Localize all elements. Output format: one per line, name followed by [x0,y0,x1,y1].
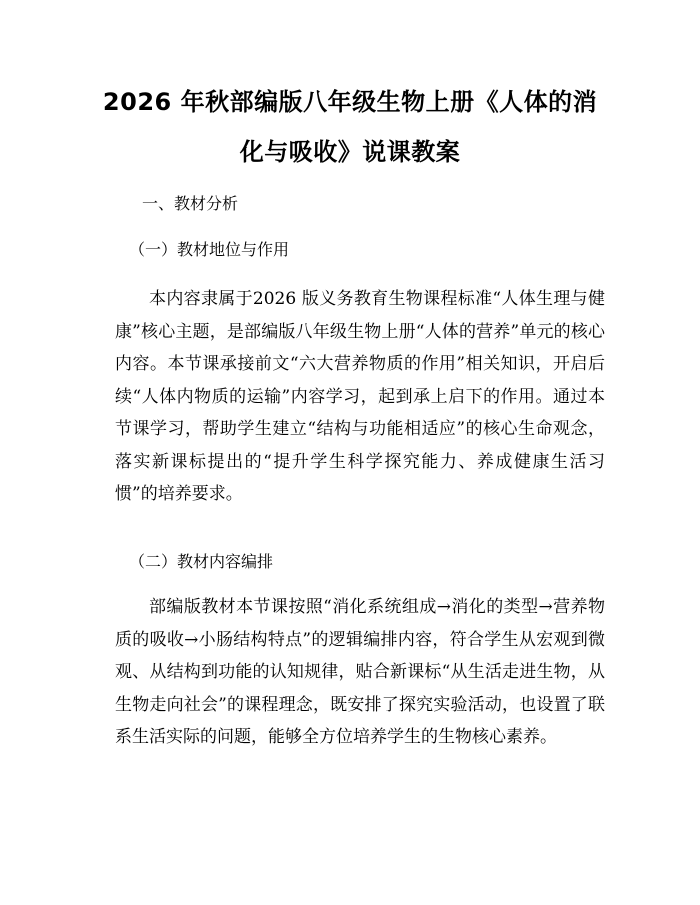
subsection-heading-content-arrangement: （二）教材内容编排 [129,552,274,571]
paragraph-content-arrangement: 部编版教材本节课按照“消化系统组成→消化的类型→营养物质的吸收→小肠结构特点”的逻辑编排内容，符合学生从宏观到微观、从结构到功能的认知规律，贴合新课标“从生活走进生物，从生物走向社会”的课程理念，既安排了探究实验活动，也设置了联系生活实际的问题，能够全方位培养学生的生物核心素养。 [115,597,605,747]
section-heading-textbook-analysis: 一、教材分析 [142,194,239,213]
document-title-line-1: 2026 年秋部编版八年级生物上册《人体的消 [102,88,598,116]
subsection-heading-position-role: （一）教材地位与作用 [129,240,290,259]
paragraph-position-role: 本内容隶属于2026 版义务教育生物课程标准“人体生理与健康”核心主题，是部编版八年级生物上册“人体的营养”单元的核心内容。本节课承接前文“六大营养物质的作用”相关知识，开启后续“人体内物质的运输”内容学习，起到承上启下的作用。通过本节课学习，帮助学生建立“结构与功能相适应”的核心生命观念，落实新课标提出的“提升学生科学探究能力、养成健康生活习惯”的培养要求。 [115,289,605,504]
document-title-line-2: 化与吸收》说课教案 [239,138,461,166]
